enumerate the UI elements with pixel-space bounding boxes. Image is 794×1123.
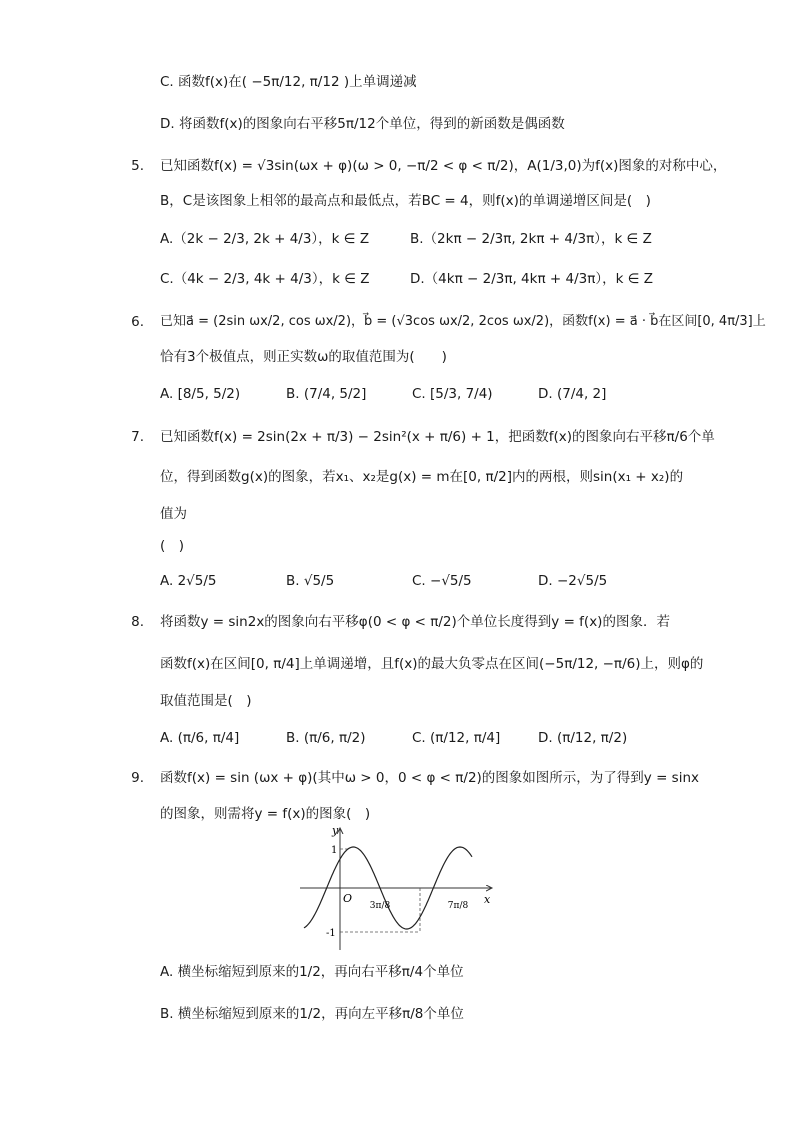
q5-option-d: D.（4kπ − 2/3π, 4kπ + 4/3π），k ∈ Z xyxy=(410,271,653,287)
q8-line-3: 取值范围是( ) xyxy=(160,693,252,709)
q6-option-d: D. (7/4, 2] xyxy=(538,386,607,402)
q8-line-1: 将函数y = sin2x的图象向右平移φ(0 < φ < π/2)个单位长度得到y = f(x)的图象．若 xyxy=(160,614,670,630)
x-axis-label: x xyxy=(484,893,491,906)
q4-option-c: C. 函数f(x)在( −5π/12, π/12 )上单调递减 xyxy=(160,74,417,90)
q7-option-a: A. 2√5/5 xyxy=(160,573,217,589)
q8-option-a: A. (π/6, π/4] xyxy=(160,730,240,746)
q5-line-2: B，C是该图象上相邻的最高点和最低点，若BC = 4，则f(x)的单调递增区间是( ) xyxy=(160,193,651,209)
x-tick-7pi-8: 7π/8 xyxy=(447,901,469,911)
q9-option-a: A. 横坐标缩短到原来的1/2，再向右平移π/4个单位 xyxy=(160,964,464,980)
q7-line-3: 值为 xyxy=(160,506,187,522)
q8-number: 8. xyxy=(131,614,144,630)
q7-number: 7. xyxy=(131,429,144,445)
q8-option-c: C. (π/12, π/4] xyxy=(412,730,501,746)
q6-line-2: 恰有3个极值点，则正实数ω的取值范围为( ) xyxy=(160,349,447,365)
q8-option-b: B. (π/6, π/2) xyxy=(286,730,366,746)
q5-option-b: B.（2kπ − 2/3π, 2kπ + 4/3π），k ∈ Z xyxy=(410,231,652,247)
q6-option-a: A. [8/5, 5/2) xyxy=(160,386,241,402)
q7-option-c: C. −√5/5 xyxy=(412,573,472,589)
x-tick-3pi-8: 3π/8 xyxy=(369,901,391,911)
q5-option-a: A.（2k − 2/3, 2k + 4/3），k ∈ Z xyxy=(160,231,370,247)
q5-number: 5. xyxy=(131,158,144,174)
q5-option-c: C.（4k − 2/3, 4k + 4/3），k ∈ Z xyxy=(160,271,370,287)
q6-number: 6. xyxy=(131,314,144,330)
y-tick-neg1: -1 xyxy=(326,928,336,939)
q9-line-2: 的图象，则需将y = f(x)的图象( ) xyxy=(160,806,371,822)
y-tick-1: 1 xyxy=(331,845,338,856)
q7-line-1: 已知函数f(x) = 2sin(2x + π/3) − 2sin²(x + π/6) + 1，把函数f(x)的图象向右平移π/6个单 xyxy=(160,429,715,445)
q6-option-c: C. [5/3, 7/4) xyxy=(412,386,493,402)
q9-option-b: B. 横坐标缩短到原来的1/2，再向左平移π/8个单位 xyxy=(160,1006,464,1022)
q7-option-b: B. √5/5 xyxy=(286,573,335,589)
q7-line-4: ( ) xyxy=(160,538,185,554)
q7-option-d: D. −2√5/5 xyxy=(538,573,608,589)
q9-number: 9. xyxy=(131,770,144,786)
q6-option-b: B. (7/4, 5/2] xyxy=(286,386,367,402)
q4-option-d: D. 将函数f(x)的图象向右平移5π/12个单位，得到的新函数是偶函数 xyxy=(160,116,565,132)
q9-line-1: 函数f(x) = sin (ωx + φ)(其中ω > 0，0 < φ < π/2)的图象如图所示，为了得到y = sinx xyxy=(160,770,700,786)
y-axis-label: y xyxy=(332,824,339,837)
sine-graph xyxy=(296,824,496,954)
q7-line-2: 位，得到函数g(x)的图象，若x₁、x₂是g(x) = m在[0, π/2]内的两根，则sin(x₁ + x₂)的 xyxy=(160,469,684,485)
q8-option-d: D. (π/12, π/2) xyxy=(538,730,628,746)
q8-line-2: 函数f(x)在区间[0, π/4]上单调递增，且f(x)的最大负零点在区间(−5π/12, −π/6)上，则φ的 xyxy=(160,656,704,672)
origin-label: O xyxy=(343,892,353,905)
q6-line-1: 已知a⃗ = (2sin ωx/2, cos ωx/2)，b⃗ = (√3cos ωx/2, 2cos ωx/2)，函数f(x) = a⃗ · b⃗在区间[0, 4π/3]上 xyxy=(160,314,766,329)
q5-line-1: 已知函数f(x) = √3sin(ωx + φ)(ω > 0, −π/2 < φ < π/2)，A(1/3,0)为f(x)图象的对称中心， xyxy=(160,158,727,174)
